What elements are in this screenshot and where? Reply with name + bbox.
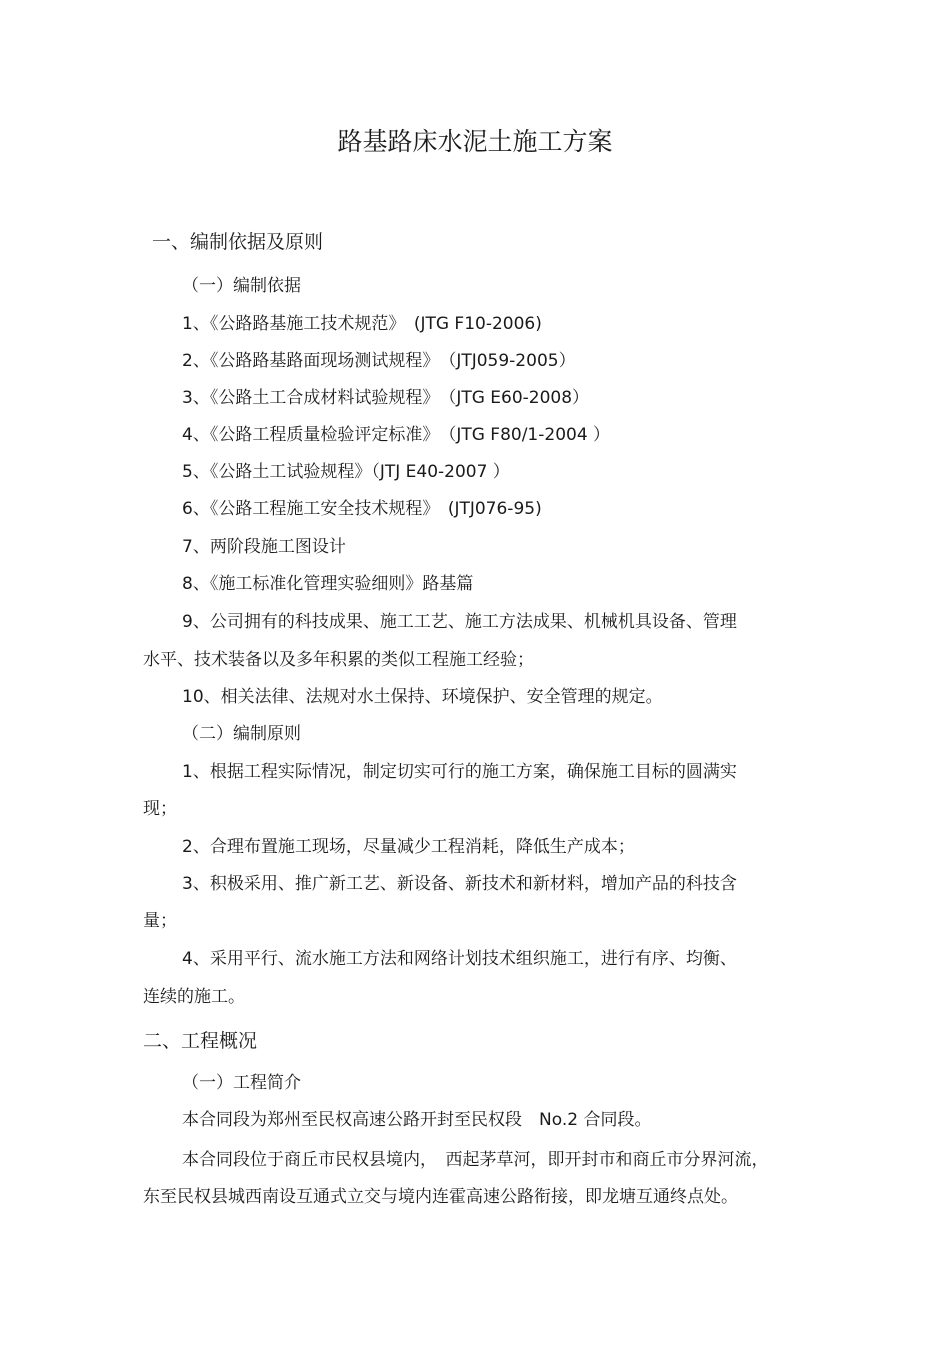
- section-heading-2: 二、工程概况: [143, 1030, 258, 1052]
- list-item-continuation: 现；: [143, 799, 177, 819]
- document-title: 路基路床水泥土施工方案: [337, 127, 613, 156]
- list-item: 4、《公路工程质量检验评定标准》 （JTG F80/1-2004 ）: [182, 425, 611, 445]
- list-item: 7、两阶段施工图设计: [182, 537, 346, 557]
- list-item: 2、合理布置施工现场，尽量减少工程消耗，降低生产成本；: [182, 837, 635, 857]
- list-item: 4、采用平行、流水施工方法和网络计划技术组织施工，进行有序、均衡、: [182, 949, 737, 969]
- paragraph-line: 本合同段为郑州至民权高速公路开封至民权段 No.2 合同段。: [182, 1110, 652, 1130]
- list-item: 3、积极采用、推广新工艺、新设备、新技术和新材料，增加产品的科技含: [182, 874, 737, 894]
- list-item: 6、《公路工程施工安全技术规程》 (JTJ076-95): [182, 499, 542, 519]
- list-item-continuation: 水平、技术装备以及多年积累的类似工程施工经验；: [143, 650, 534, 670]
- list-item-continuation: 连续的施工。: [143, 987, 245, 1007]
- list-item: 8、《施工标准化管理实验细则》路基篇: [182, 574, 474, 594]
- list-item-continuation: 量；: [143, 911, 177, 931]
- subsection-heading: （一）工程简介: [182, 1073, 301, 1093]
- paragraph-line: 东至民权县城西南设互通式立交与境内连霍高速公路衔接，即龙塘互通终点处。: [143, 1187, 738, 1207]
- paragraph-line: 本合同段位于商丘市民权县境内， 西起茅草河，即开封市和商丘市分界河流，: [182, 1150, 769, 1170]
- list-item: 2、《公路路基路面现场测试规程》 （JTJ059-2005）: [182, 351, 576, 371]
- section-heading-1: 一、编制依据及原则: [152, 231, 324, 253]
- list-item: 9、公司拥有的科技成果、施工工艺、施工方法成果、机械机具设备、管理: [182, 612, 737, 632]
- subsection-heading: （一）编制依据: [182, 276, 301, 296]
- list-item: 1、根据工程实际情况，制定切实可行的施工方案，确保施工目标的圆满实: [182, 762, 737, 782]
- list-item: 3、《公路土工合成材料试验规程》 （JTG E60-2008）: [182, 388, 590, 408]
- list-item: 5、《公路土工试验规程》（JTJ E40-2007 ）: [182, 462, 510, 482]
- subsection-heading: （二）编制原则: [182, 724, 301, 744]
- list-item: 1、《公路路基施工技术规范》 (JTG F10-2006): [182, 314, 542, 334]
- list-item: 10、相关法律、法规对水土保持、环境保护、安全管理的规定。: [182, 687, 663, 707]
